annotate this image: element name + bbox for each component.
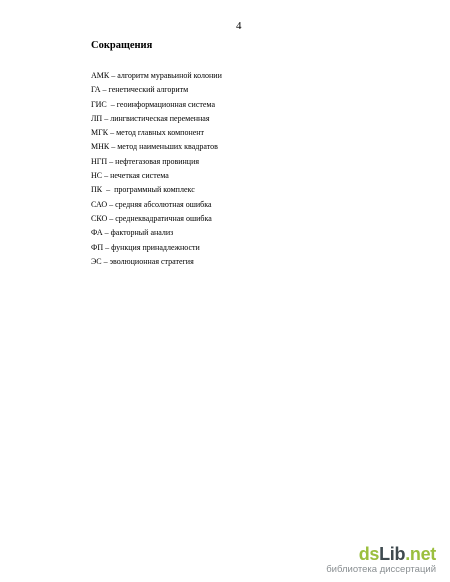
abbreviation-item: САО – средняя абсолютная ошибка [91,199,212,209]
abbreviation-item: СКО – среднеквадратичная ошибка [91,213,212,223]
abbreviation-item: НГП – нефтегазовая провинция [91,156,200,166]
abbreviation-item: ПК – программный комплекс [91,185,195,195]
logo-tagline: библиотека диссертаций [326,564,436,575]
abbreviation-item: ФП – функция принадлежности [91,242,200,252]
abbreviation-item: АМК – алгоритм муравьиной колонии [91,71,222,80]
abbreviation-item: ФА – факторный анализ [91,228,174,238]
abbreviation-item: МНК – метод наименьших квадратов [91,142,218,152]
section-title: Сокращения [91,40,153,51]
abbreviation-item: ГИС – геоинформационная система [91,99,215,109]
abbreviation-item: ЭС – эволюционная стратегия [91,256,194,266]
logo-lib-text: Lib [379,544,406,564]
logo-ds-text: ds [358,544,380,564]
dslib-logo[interactable] [326,544,436,564]
page-number: 4 [236,20,242,32]
abbreviation-item: НС – нечеткая система [91,171,169,181]
logo-net-text: .net [405,544,436,564]
abbreviation-item: ЛП – лингвистическая переменная [91,113,210,123]
abbreviation-list [91,69,222,269]
dslib-watermark[interactable] [326,544,436,576]
abbreviation-item: ГА – генетический алгоритм [91,85,189,95]
abbreviation-item: МГК – метод главных компонент [91,128,205,138]
